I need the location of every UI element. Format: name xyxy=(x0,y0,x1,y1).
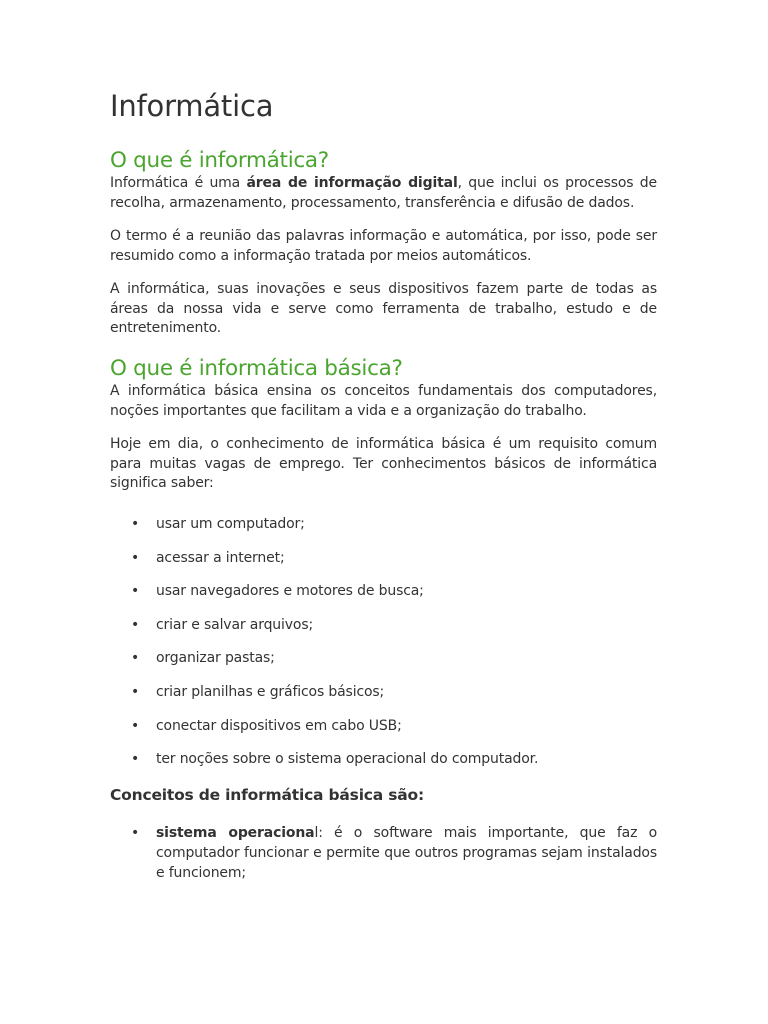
bullet-icon: • xyxy=(131,583,140,600)
section-heading-what-is: O que é informática? xyxy=(110,148,329,173)
bullet-icon: • xyxy=(131,616,140,633)
bullet-icon: • xyxy=(131,751,140,768)
bold-term: área de informação digital xyxy=(246,175,458,191)
list-item-text: acessar a internet; xyxy=(156,549,285,566)
paragraph-basic-intro: A informática básica ensina os conceitos fundamentais dos computadores, noções importantes que facilitam a vida e a organização do trabalho. xyxy=(110,382,657,419)
list-item-text: usar navegadores e motores de busca; xyxy=(156,583,424,600)
list-item xyxy=(110,824,657,883)
list-item-text: organizar pastas; xyxy=(156,650,275,667)
bullet-icon: • xyxy=(131,515,140,532)
concepts-list xyxy=(110,824,657,883)
paragraph-everyday-use: A informática, suas inovações e seus dispositivos fazem parte de todas as áreas da nossa vida e serve como ferramenta de trabalho, estudo e de entretenimento. xyxy=(110,280,657,337)
list-item-text: criar planilhas e gráficos básicos; xyxy=(156,683,385,700)
paragraph-text: , que inclui os processos de recolha, armazenamento, processamento, transferência e difusão de dados. xyxy=(110,175,657,211)
skills-list xyxy=(110,515,657,769)
bullet-icon: • xyxy=(131,717,140,734)
list-item xyxy=(110,616,657,635)
list-item xyxy=(110,582,657,601)
paragraph-basic-requirement: Hoje em dia, o conhecimento de informática básica é um requisito comum para muitas vagas de emprego. Ter conhecimentos básicos de informática significa saber: xyxy=(110,435,657,492)
section-heading-basic: O que é informática básica? xyxy=(110,355,403,381)
bullet-icon: • xyxy=(131,650,140,667)
list-item xyxy=(110,649,657,668)
list-item xyxy=(110,683,657,702)
concept-description: l: é o software mais importante, que faz o computador funcionar e permite que outros programas sejam instalados e funcionem; xyxy=(156,825,657,881)
page-title: Informática xyxy=(110,89,274,123)
section-heading-concepts: Conceitos de informática básica são: xyxy=(110,786,424,805)
list-item xyxy=(110,717,657,736)
concept-term: sistema operaciona xyxy=(156,825,315,842)
bullet-icon: • xyxy=(131,549,140,566)
list-item-text: ter noções sobre o sistema operacional do computador. xyxy=(156,751,539,768)
bullet-icon: • xyxy=(131,825,140,842)
document-page xyxy=(110,88,657,883)
bullet-icon: • xyxy=(131,683,140,700)
paragraph-term-origin: O termo é a reunião das palavras informação e automática, por isso, pode ser resumido como a informação tratada por meios automáticos. xyxy=(110,227,657,264)
paragraph-definition xyxy=(110,174,657,213)
list-item-text: conectar dispositivos em cabo USB; xyxy=(156,717,402,734)
list-item-text: usar um computador; xyxy=(156,515,305,532)
paragraph-text: Informática é uma xyxy=(110,175,247,191)
list-item xyxy=(110,549,657,568)
list-item xyxy=(110,515,657,534)
list-item xyxy=(110,750,657,769)
list-item-text: criar e salvar arquivos; xyxy=(156,616,314,633)
